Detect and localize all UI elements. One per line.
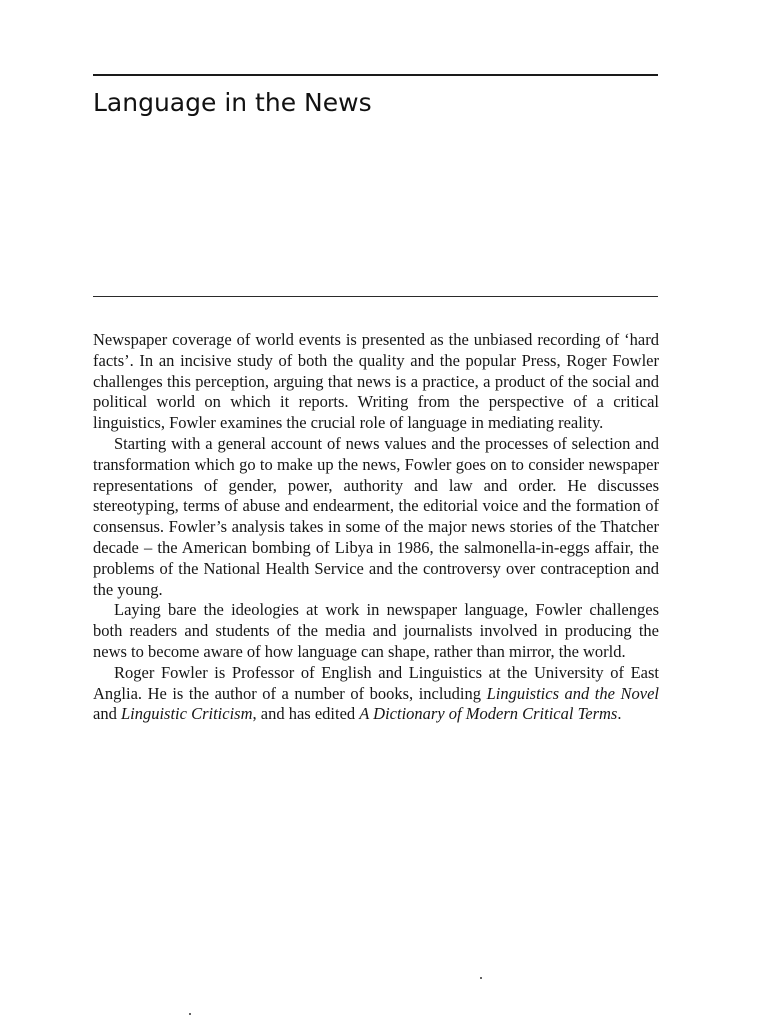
paragraph-intro: Newspaper coverage of world events is presented as the unbiased recording of ‘hard facts’. In an incisive study of both the quality and the popular Press, Roger Fowler challenges this perception, arguing that news is a practice, a product of the social and political world on which it reports. Writing from the perspective of a critical linguistics, Fowler examines the crucial role of language in mediating reality.	[93, 330, 659, 433]
top-rule	[93, 74, 658, 76]
bio-text-2: and	[93, 704, 121, 724]
book-title: Language in the News	[93, 88, 372, 117]
bio-text-3: , and has edited	[252, 704, 360, 724]
bio-text-1: Roger Fowler is Professor of English and Linguistics at the University of East Anglia. He is the author of a number of books, including	[93, 662, 659, 703]
paragraph-contents: Starting with a general account of news values and the processes of selection and transformation which go to make up the news, Fowler goes on to consider newspaper representations of gender, power, authority and law and order. He discusses stereotyping, terms of abuse and endearment, the editorial voice and the formation of consensus. Fowler’s analysis takes in some of the major news stories of the Thatcher decade – the American bombing of Libya in 1986, the salmonella-in-eggs affair, the problems of the National Health Service and the controversy over contraception and the young.	[93, 433, 659, 599]
book-reference-2: Linguistic Criticism	[120, 704, 253, 724]
scan-speck	[189, 1013, 191, 1015]
paragraph-author-bio	[93, 663, 659, 725]
book-reference-1: Linguistics and the Novel	[486, 683, 659, 703]
paragraph-ideologies: Laying bare the ideologies at work in newspaper language, Fowler challenges both readers and students of the media and journalists involved in producing the news to become aware of how language can shape, rather than mirror, the world.	[93, 600, 659, 661]
section-rule	[93, 296, 658, 297]
book-reference-3: A Dictionary of Modern Critical Terms	[359, 704, 618, 724]
blurb-text	[93, 330, 659, 725]
bio-text-4: .	[617, 704, 622, 724]
scan-speck	[480, 977, 482, 979]
